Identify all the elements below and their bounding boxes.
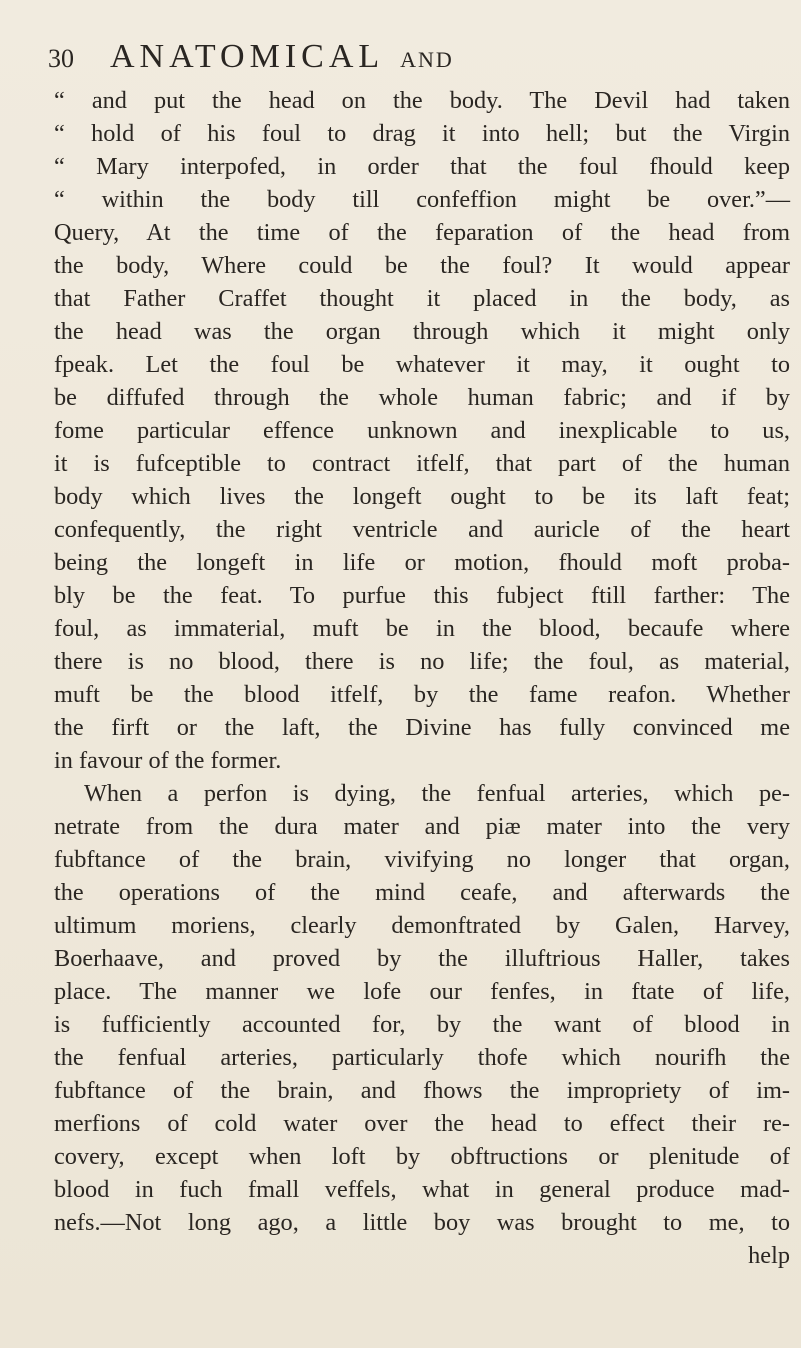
text-line: body which lives the longeft ought to be its laft feat; xyxy=(54,483,790,510)
text-line: bly be the feat. To purfue this fubject ftill farther: The xyxy=(54,582,790,609)
text-line: in favour of the former. xyxy=(54,747,282,774)
text-line: Boerhaave, and proved by the illuftrious Haller, takes xyxy=(54,945,790,972)
running-head-continuation: AND xyxy=(400,47,454,72)
page-header xyxy=(48,38,454,78)
text-line: covery, except when loft by obftructions or plenitude of xyxy=(54,1143,790,1170)
text-line: the head was the organ through which it might only xyxy=(54,318,790,345)
text-line: the fenfual arteries, particularly thofe which nourifh the xyxy=(54,1044,790,1071)
text-line: foul, as immaterial, muft be in the blood, becaufe where xyxy=(54,615,790,642)
text-line: fpeak. Let the foul be whatever it may, it ought to xyxy=(54,351,790,378)
catchword: help xyxy=(748,1242,790,1269)
text-line: confequently, the right ventricle and auricle of the heart xyxy=(54,516,790,543)
page-number: 30 xyxy=(48,44,74,73)
running-head: ANATOMICAL xyxy=(110,38,385,75)
text-line: being the longeft in life or motion, fhould moft proba- xyxy=(54,549,790,576)
text-line: ultimum moriens, clearly demonftrated by Galen, Harvey, xyxy=(54,912,790,939)
text-line: muft be the blood itfelf, by the fame reafon. Whether xyxy=(54,681,790,708)
text-line: there is no blood, there is no life; the foul, as material, xyxy=(54,648,790,675)
text-line: it is fufceptible to contract itfelf, that part of the human xyxy=(54,450,790,477)
text-line: Query, At the time of the feparation of the head from xyxy=(54,219,790,246)
text-line: the body, Where could be the foul? It would appear xyxy=(54,252,790,279)
text-line: is fufficiently accounted for, by the want of blood in xyxy=(54,1011,790,1038)
text-line: “ hold of his foul to drag it into hell; but the Virgin xyxy=(54,120,790,147)
text-line: that Father Craffet thought it placed in the body, as xyxy=(54,285,790,312)
text-line: place. The manner we lofe our fenfes, in ftate of life, xyxy=(54,978,790,1005)
text-line: nefs.—Not long ago, a little boy was brought to me, to xyxy=(54,1209,790,1236)
text-line: netrate from the dura mater and piæ mater into the very xyxy=(54,813,790,840)
text-line: the firft or the laft, the Divine has fully convinced me xyxy=(54,714,790,741)
text-line: merfions of cold water over the head to effect their re- xyxy=(54,1110,790,1137)
text-line: fubftance of the brain, vivifying no longer that organ, xyxy=(54,846,790,873)
text-line: “ and put the head on the body. The Devil had taken xyxy=(54,87,790,114)
text-line: blood in fuch fmall veffels, what in general produce mad- xyxy=(54,1176,790,1203)
text-line: “ Mary interpofed, in order that the foul fhould keep xyxy=(54,153,790,180)
text-line: “ within the body till confeffion might be over.”— xyxy=(54,186,790,213)
text-line: When a perfon is dying, the fenfual arteries, which pe- xyxy=(84,780,790,807)
text-line: the operations of the mind ceafe, and afterwards the xyxy=(54,879,790,906)
text-line: fubftance of the brain, and fhows the impropriety of im- xyxy=(54,1077,790,1104)
text-line: be diffufed through the whole human fabric; and if by xyxy=(54,384,790,411)
text-line: fome particular effence unknown and inexplicable to us, xyxy=(54,417,790,444)
